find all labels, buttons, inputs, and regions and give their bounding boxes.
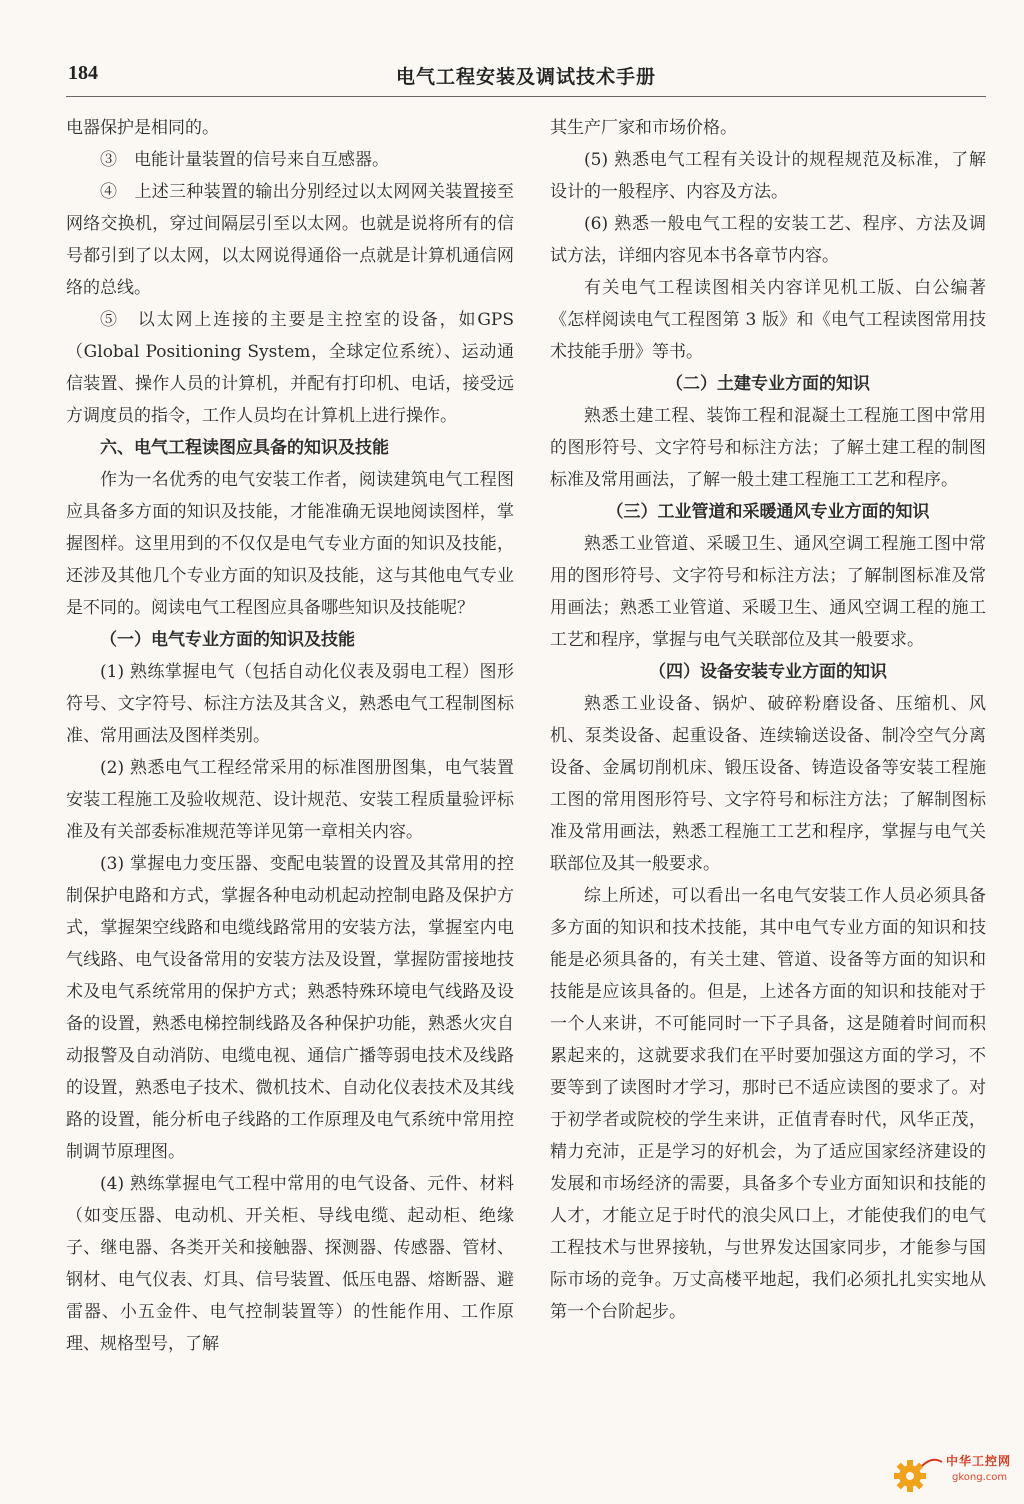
- paragraph: ④ 上述三种装置的输出分别经过以太网网关装置接至网络交换机，穿过间隔层引至以太网。也就是说将所有的信号都引到了以太网，以太网说得通俗一点就是计算机通信网络的总线。: [66, 182, 514, 298]
- section-heading: （一）电气专业方面的知识及技能: [100, 630, 355, 650]
- paragraph: (5) 熟悉电气工程有关设计的规程规范及标准，了解设计的一般程序、内容及方法。: [550, 150, 986, 202]
- paragraph: (2) 熟悉电气工程经常采用的标准图册图集，电气装置安装工程施工及验收规范、设计规范、安装工程质量验评标准及有关部委标准规范等详见第一章相关内容。: [66, 758, 514, 842]
- paragraph: 熟悉工业管道、采暖卫生、通风空调工程施工图中常用的图形符号、文字符号和标注方法；了解制图标准及常用画法；熟悉工业管道、采暖卫生、通风空调工程的施工工艺和程序，掌握与电气关联部位及其一般要求。: [550, 534, 986, 650]
- watermark-name: 中华工控网: [946, 1454, 1012, 1468]
- paragraph: (4) 熟练掌握电气工程中常用的电气设备、元件、材料（如变压器、电动机、开关柜、导线电缆、起动柜、绝缘子、继电器、各类开关和接触器、探测器、传感器、管材、钢材、电气仪表、灯具、信号装置、低压电器、熔断器、避雷器、小五金件、电气控制装置等）的性能作用、工作原理、规格型号，了解: [66, 1174, 514, 1354]
- paragraph: 有关电气工程读图相关内容详见机工版、白公编著《怎样阅读电气工程图第 3 版》和《电气工程读图常用技术技能手册》等书。: [550, 278, 986, 362]
- book-title: 电气工程安装及调试技术手册: [395, 66, 656, 88]
- page-number: 184: [68, 62, 98, 84]
- section-heading: 六、电气工程读图应具备的知识及技能: [100, 438, 389, 458]
- paragraph: (6) 熟悉一般电气工程的安装工艺、程序、方法及调试方法，详细内容见本书各章节内容。: [550, 214, 986, 266]
- gear-icon: [888, 1452, 944, 1496]
- paragraph: ③ 电能计量装置的信号来自互感器。: [100, 150, 389, 170]
- paragraph: (1) 熟练掌握电气（包括自动化仪表及弱电工程）图形符号、文字符号、标注方法及其含义，熟悉电气工程制图标准、常用画法及图样类别。: [66, 662, 514, 746]
- section-heading: （四）设备安装专业方面的知识: [649, 662, 887, 682]
- paragraph: 电器保护是相同的。: [66, 118, 219, 138]
- paragraph: 作为一名优秀的电气安装工作者，阅读建筑电气工程图应具备多方面的知识及技能，才能准确无误地阅读图样，掌握图样。这里用到的不仅仅是电气专业方面的知识及技能，还涉及其他几个专业方面的知识及技能，这与其他电气专业是不同的。阅读电气工程图应具备哪些知识及技能呢？: [66, 470, 514, 618]
- watermark-url: gkong.com: [952, 1472, 1008, 1483]
- right-column: [550, 112, 986, 1328]
- paragraph: 熟悉工业设备、锅炉、破碎粉磨设备、压缩机、风机、泵类设备、起重设备、连续输送设备、制冷空气分离设备、金属切削机床、锻压设备、铸造设备等安装工程施工图的常用图形符号、文字符号和标注方法；了解制图标准及常用画法，熟悉工程施工工艺和程序，掌握与电气关联部位及其一般要求。: [550, 694, 986, 874]
- section-heading: （二）土建专业方面的知识: [666, 374, 870, 394]
- paragraph: 综上所述，可以看出一名电气安装工作人员必须具备多方面的知识和技术技能，其中电气专业方面的知识和技能是必须具备的，有关土建、管道、设备等方面的知识和技能是应该具备的。但是，上述各方面的知识和技能对于一个人来讲，不可能同时一下子具备，这是随着时间而积累起来的，这就要求我们在平时要加强这方面的学习，不要等到了读图时才学习，那时已不适应读图的要求了。对于初学者或院校的学生来讲，正值青春时代，风华正茂，精力充沛，正是学习的好机会，为了适应国家经济建设的发展和市场经济的需要，具备多个专业方面知识和技能的人才，才能立足于时代的浪尖风口上，才能使我们的电气工程技术与世界接轨，与世界发达国家同步，才能参与国际市场的竞争。万丈高楼平地起，我们必须扎扎实实地从第一个台阶起步。: [550, 886, 986, 1322]
- left-column: [66, 112, 514, 1360]
- page-header: [66, 56, 986, 97]
- section-heading: （三）工业管道和采暖通风专业方面的知识: [606, 502, 930, 522]
- paragraph: 其生产厂家和市场价格。: [550, 118, 737, 138]
- paragraph: (3) 掌握电力变压器、变配电装置的设置及其常用的控制保护电路和方式，掌握各种电动机起动控制电路及保护方式，掌握架空线路和电缆线路常用的安装方法，掌握室内电气线路、电气设备常用的安装方法及设置，掌握防雷接地技术及电气系统常用的保护方式；熟悉特殊环境电气线路及设备的设置，熟悉电梯控制线路及各种保护功能，熟悉火灾自动报警及自动消防、电缆电视、通信广播等弱电技术及线路的设置，熟悉电子技术、微机技术、自动化仪表技术及其线路的设置，能分析电子线路的工作原理及电气系统中常用控制调节原理图。: [66, 854, 514, 1162]
- paragraph: 熟悉土建工程、装饰工程和混凝土工程施工图中常用的图形符号、文字符号和标注方法；了解土建工程的制图标准及常用画法，了解一般土建工程施工工艺和程序。: [550, 406, 986, 490]
- paragraph: ⑤ 以太网上连接的主要是主控室的设备，如GPS（Global Positioning System，全球定位系统）、运动通信装置、操作人员的计算机，并配有打印机、电话，接受远方调度员的指令，工作人员均在计算机上进行操作。: [66, 310, 514, 426]
- watermark-logo: [888, 1452, 1018, 1496]
